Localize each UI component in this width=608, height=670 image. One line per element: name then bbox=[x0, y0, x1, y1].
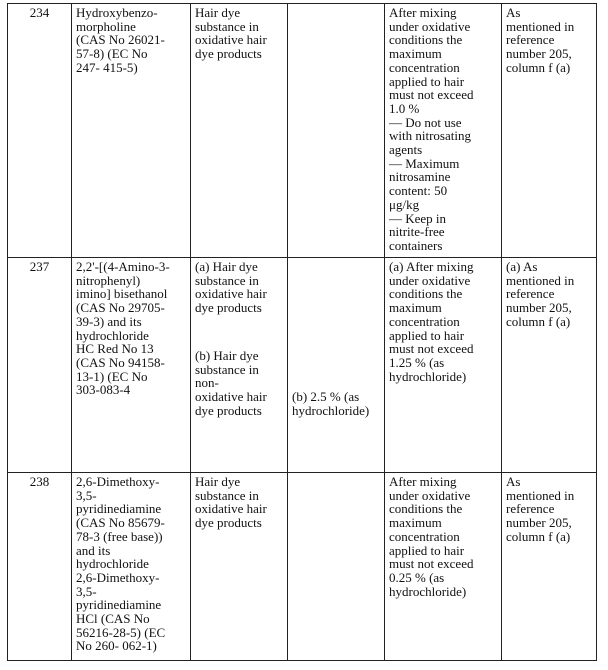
table-row bbox=[8, 258, 597, 473]
warnings: (a) As mentioned in reference number 205, column f (a) bbox=[502, 258, 597, 473]
product-type: Hair dye substance in oxidative hair dye products bbox=[191, 4, 288, 258]
max-concentration bbox=[288, 473, 385, 661]
max-concentration bbox=[288, 4, 385, 258]
reference-number: 238 bbox=[8, 473, 72, 661]
table-row bbox=[8, 4, 597, 258]
max-concentration-b: (b) 2.5 % (as hydrochloride) bbox=[292, 389, 370, 418]
product-type-a: (a) Hair dye substance in oxidative hair dye products bbox=[195, 259, 267, 316]
product-type: Hair dye substance in oxidative hair dye products bbox=[191, 473, 288, 661]
product-type bbox=[191, 258, 288, 473]
other-conditions: After mixing under oxidative conditions the maximum concentration applied to hair must not exceed 0.25 % (as hydrochloride) bbox=[385, 473, 502, 661]
max-concentration bbox=[288, 258, 385, 473]
substance-name: Hydroxybenzo- morpholine (CAS No 26021- 57-8) (EC No 247- 415-5) bbox=[72, 4, 191, 258]
reference-number: 234 bbox=[8, 4, 72, 258]
substance-name: 2,2'-[(4-Amino-3- nitrophenyl) imino] bisethanol (CAS No 29705- 39-3) and its hydrochloride HC Red No 13 (CAS No 94158- 13-1) (EC No 303-083-4 bbox=[72, 258, 191, 473]
warnings: As mentioned in reference number 205, column f (a) bbox=[502, 473, 597, 661]
regulation-table bbox=[7, 3, 597, 661]
warnings: As mentioned in reference number 205, column f (a) bbox=[502, 4, 597, 258]
reference-number: 237 bbox=[8, 258, 72, 473]
product-type-b: (b) Hair dye substance in non- oxidative hair dye products bbox=[195, 347, 267, 418]
other-conditions: After mixing under oxidative conditions the maximum concentration applied to hair must not exceed 1.0 % — Do not use with nitrosating agents — Maximum nitrosamine content: 50 μg/kg — Keep in nitrite-free containers bbox=[385, 4, 502, 258]
substance-name: 2,6-Dimethoxy- 3,5- pyridinediamine (CAS No 85679- 78-3 (free base)) and its hydrochloride 2,6-Dimethoxy- 3,5- pyridinediamine HCl (CAS No 56216-28-5) (EC No 260- 062-1) bbox=[72, 473, 191, 661]
table-row bbox=[8, 473, 597, 661]
other-conditions: (a) After mixing under oxidative conditions the maximum concentration applied to hair must not exceed 1.25 % (as hydrochloride) bbox=[385, 258, 502, 473]
